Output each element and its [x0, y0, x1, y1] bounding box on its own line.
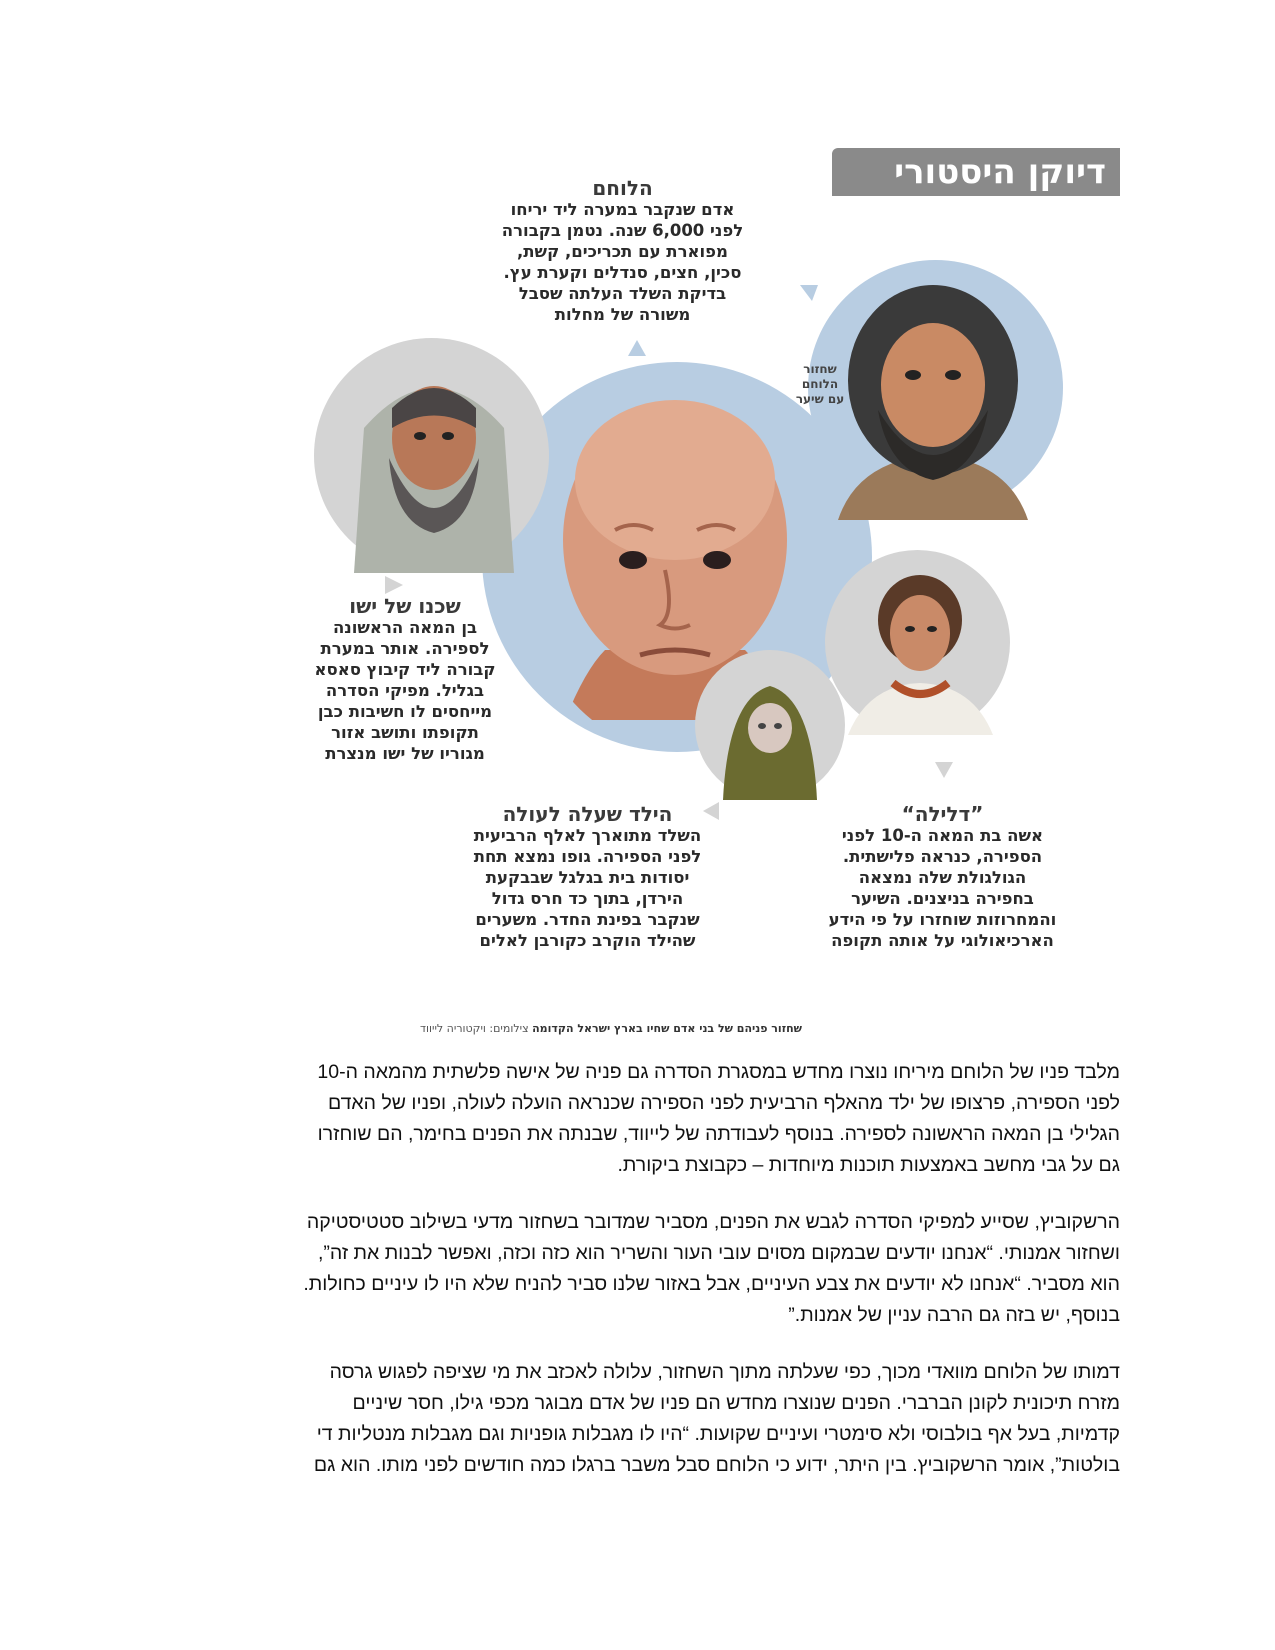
- caption-line: והמחרוזות שוחזרו על פי הידע: [828, 910, 1057, 929]
- credit-caption: שחזור פניהם של בני אדם שחיו בארץ ישראל הקדומה: [532, 1022, 802, 1035]
- caption-line: בן המאה הראשונה: [332, 618, 478, 637]
- caption-line: הירדן, בתוך כד חרס גדול: [491, 889, 684, 908]
- caption-line: מייחסים לו חשיבות כבן: [317, 702, 493, 721]
- neighbor-portrait: [344, 348, 524, 573]
- graphic-title: דיוקן היסטורי: [894, 152, 1106, 192]
- child-title: הילד שעלה לעולה: [502, 802, 673, 826]
- neighbor-title: שכנו של ישו: [349, 594, 461, 618]
- warrior-hair-portrait: [818, 280, 1048, 520]
- delilah-portrait: [848, 565, 993, 735]
- warrior-title: הלוחם: [592, 176, 653, 200]
- paragraph-line: מזרח תיכונית לקונן הברברי. הפנים שנוצרו מחדש הם פניו של אדם מבוגר מכפי גילו, חסר שיניים: [352, 1392, 1120, 1414]
- paragraph-line: ושחזור אמנותי. “אנחנו יודעים שבמקום מסוים עובי העור והשריר הוא כזה וכזה, ואפשר לבנות את זה”,: [317, 1242, 1120, 1264]
- caption-line: הגולגולת שלה נמצאה: [858, 868, 1027, 887]
- caption-line: לפני 6,000 שנה. נטמן בקבורה: [501, 221, 744, 240]
- paragraph-line: הגלילי בן המאה הראשונה לספירה. בנוסף לעבודתה של לייווד, שבנתה את הפנים בחימר, הם שוחזרו: [317, 1123, 1120, 1145]
- caption-line: מגוריו של ישו מנצרת: [325, 744, 485, 763]
- pointer-triangle-icon: [935, 762, 953, 778]
- caption-line: קבורה ליד קיבוץ סאסא: [314, 660, 496, 679]
- caption-line: הספירה, כנראה פלישתית.: [842, 847, 1043, 866]
- warrior-hair-note: [790, 362, 850, 407]
- pointer-triangle-icon: [800, 285, 818, 301]
- caption-line: הארכיאולוגי על אותה תקופה: [831, 931, 1054, 950]
- caption-line: משורה של מחלות: [554, 305, 691, 324]
- paragraph-line: מלבד פניו של הלוחם מיריחו נוצרו מחדש במסגרת הסדרה גם פניה של אישה פלשתית מהמאה ה-10: [317, 1061, 1120, 1083]
- caption-line: בגליל. מפיקי הסדרה: [325, 681, 485, 700]
- paragraph-line: דמותו של הלוחם מוואדי מכוך, כפי שעלתה מתוך השחזור, עלולה לאכזב את מי שציפה לפגוש גרסה: [329, 1361, 1120, 1383]
- warrior-caption: [490, 178, 755, 325]
- paragraph-line: גם על גבי מחשב באמצעות תוכנות מיוחדות – כקבוצת ביקורת.: [617, 1154, 1120, 1176]
- article-paragraph-2: [150, 1207, 1120, 1331]
- neighbor-caption: [305, 596, 505, 764]
- photo-credit: [322, 1022, 802, 1035]
- paragraph-line: בנוסף, יש בזה גם הרבה עניין של אמנות.”: [788, 1304, 1120, 1326]
- child-portrait: [718, 678, 822, 800]
- credit-photographer: צילומים: ויקטוריה לייווד: [420, 1022, 533, 1035]
- caption-line: בחפירה בניצנים. השיער: [851, 889, 1034, 908]
- delilah-title: ”דלילה“: [901, 802, 984, 826]
- child-caption: [460, 804, 715, 951]
- paragraph-line: הוא מסביר. “אנחנו לא יודעים את צבע העיניים, אבל באזור שלנו סביר להניח שלא היו לו עיניים כחולות.: [303, 1273, 1120, 1295]
- pointer-triangle-icon: [703, 802, 719, 820]
- pointer-triangle-icon: [385, 576, 403, 594]
- caption-line: סכין, חצים, סנדלים וקערת עץ.: [503, 263, 742, 282]
- hair-note-line: עם שיער: [795, 392, 845, 406]
- caption-line: בדיקת השלד העלתה שסבל: [518, 284, 727, 303]
- caption-line: יסודות בית בגלגל שבבקעת: [485, 868, 690, 887]
- caption-line: מפוארת עם תכריכים, קשת,: [517, 242, 728, 261]
- hair-note-line: הלוחם: [801, 377, 839, 391]
- paragraph-line: לפני הספירה, פרצופו של ילד מהאלף הרביעית לפני הספירה שכנראה הועלה לעולה, ופניו של האדם: [327, 1092, 1120, 1114]
- caption-line: תקופתו ותושב אזור: [331, 723, 479, 742]
- delilah-caption: [810, 804, 1075, 951]
- paragraph-line: בולטות”, אומר הרשקוביץ. בין היתר, ידוע כי הלוחם סבל משבר ברגלו כמה חודשים לפני מותו. הוא גם: [313, 1454, 1120, 1476]
- caption-line: לפני הספירה. גופו נמצא תחת: [473, 847, 702, 866]
- graphic-title-banner: [832, 148, 1120, 196]
- hair-note-line: שחזור: [803, 362, 837, 376]
- article-paragraph-1: [150, 1057, 1120, 1181]
- caption-line: שנקבר בפינת החדר. משערים: [475, 910, 700, 929]
- caption-line: שהילד הוקרב כקורבן לאלים: [479, 931, 696, 950]
- caption-line: אשה בת המאה ה-10 לפני: [841, 826, 1044, 845]
- article-paragraph-3: [150, 1357, 1120, 1481]
- infographic: [314, 140, 1120, 1040]
- caption-line: לספירה. אותר במערת: [320, 639, 490, 658]
- paragraph-line: קדמיות, בעל אף בולבוסי ולא סימטרי ועיניים שקועות. “היו לו מגבלות גופניות וגם מגבלות מנטליות די: [316, 1423, 1120, 1445]
- pointer-triangle-icon: [628, 340, 646, 356]
- paragraph-line: הרשקוביץ, שסייע למפיקי הסדרה לגבש את הפנים, מסביר שמדובר בשחזור מדעי בשילוב סטטיסטיקה: [306, 1211, 1120, 1233]
- caption-line: השלד מתוארך לאלף הרביעית: [473, 826, 702, 845]
- caption-line: אדם שנקבר במערה ליד יריחו: [510, 200, 735, 219]
